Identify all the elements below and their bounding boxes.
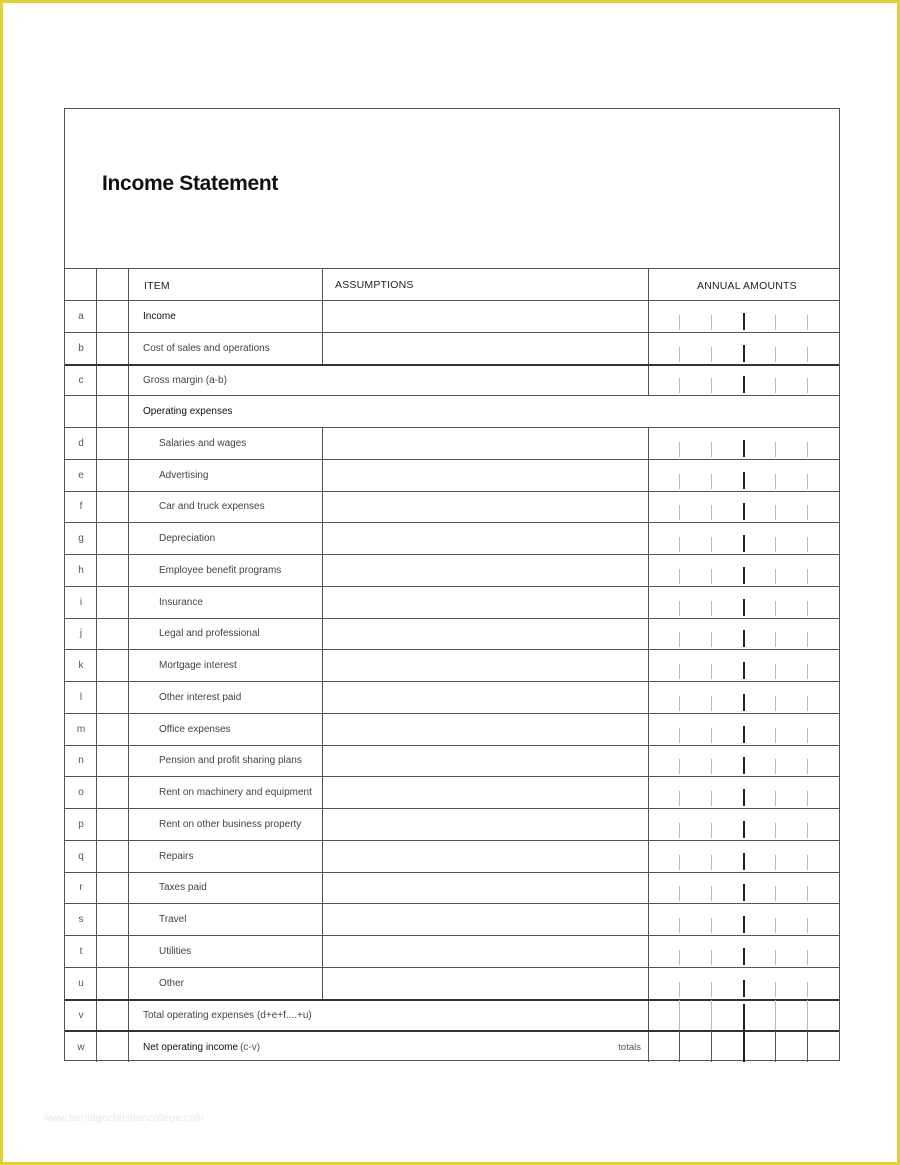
row-label (159, 587, 203, 618)
watermark: www.heritagechristiancollege.com (44, 1113, 205, 1124)
row-letter: b (78, 342, 84, 354)
row-letter (65, 396, 97, 427)
annual-amount-field[interactable] (648, 650, 840, 681)
row-label-text: Operating expenses (143, 406, 233, 418)
annual-amount-field[interactable] (648, 968, 840, 999)
assumptions-field[interactable] (323, 746, 647, 777)
row-label (143, 1001, 312, 1031)
digit-divider-mark (775, 569, 776, 584)
table-row (65, 840, 839, 872)
assumptions-field[interactable] (323, 333, 647, 364)
digit-divider-mark (679, 632, 680, 647)
annual-amount-field[interactable] (648, 777, 840, 808)
digit-divider-mark (711, 982, 712, 997)
annual-amount-field[interactable] (648, 492, 840, 523)
digit-divider-mark (711, 315, 712, 330)
digit-divider-mark (711, 1000, 712, 1030)
digit-divider-mark (775, 474, 776, 489)
digit-divider-mark (807, 918, 808, 933)
annual-amount-field[interactable] (648, 460, 840, 491)
header-item: ITEM (144, 280, 170, 292)
digit-divider-mark (743, 662, 745, 679)
table-row (65, 522, 839, 554)
column-divider (128, 492, 129, 523)
row-label (159, 714, 231, 745)
digit-divider-mark (711, 537, 712, 552)
digit-divider-mark (775, 918, 776, 933)
digit-divider-mark (807, 601, 808, 616)
digit-divider-mark (807, 728, 808, 743)
column-divider (128, 555, 129, 586)
row-label-text: Office expenses (159, 723, 231, 735)
table-row (65, 713, 839, 745)
digit-divider-mark (775, 982, 776, 997)
digit-divider-mark (775, 1031, 776, 1062)
digit-divider-mark (775, 855, 776, 870)
digit-divider-mark (743, 345, 745, 362)
digit-divider-mark (743, 694, 745, 711)
annual-amount-field[interactable] (648, 809, 840, 840)
table-row (65, 395, 839, 427)
digit-divider-mark (743, 567, 745, 584)
digit-divider-mark (679, 378, 680, 393)
digit-divider-mark (807, 759, 808, 774)
digit-divider-mark (679, 759, 680, 774)
row-label (159, 682, 241, 713)
column-divider (128, 333, 129, 364)
column-divider (128, 873, 129, 904)
row-letter: g (78, 533, 84, 545)
row-letter: h (78, 564, 84, 576)
row-label-text: Total operating expenses (d+e+f....+u) (143, 1009, 312, 1021)
digit-divider-mark (807, 378, 808, 393)
row-label-text: Rent on machinery and equipment (159, 787, 312, 799)
digit-divider-mark (679, 918, 680, 933)
totals-label: totals (618, 1041, 641, 1053)
digit-divider-mark (807, 537, 808, 552)
digit-divider-mark (679, 728, 680, 743)
column-divider (128, 269, 129, 300)
row-label-text: Advertising (159, 469, 209, 481)
column-divider (128, 650, 129, 681)
annual-amount-field[interactable] (648, 873, 840, 904)
digit-divider-mark (775, 791, 776, 806)
row-label-text: Income (143, 310, 176, 322)
table-row (65, 745, 839, 777)
annual-amount-field[interactable] (648, 523, 840, 554)
row-letter: p (78, 818, 84, 830)
digit-divider-mark (711, 791, 712, 806)
digit-divider-mark (807, 791, 808, 806)
row-label (159, 555, 281, 586)
digit-divider-mark (743, 757, 745, 774)
assumptions-field[interactable] (323, 587, 647, 618)
row-letter: j (79, 628, 83, 640)
assumptions-field[interactable] (323, 777, 647, 808)
row-letter: w (77, 1041, 85, 1053)
digit-divider-mark (775, 886, 776, 901)
row-label-text: Net operating income (143, 1041, 239, 1053)
annual-amount-field[interactable] (648, 587, 840, 618)
digit-divider-mark (807, 347, 808, 362)
digit-divider-mark (711, 632, 712, 647)
row-letter: f (79, 501, 83, 513)
digit-divider-mark (711, 950, 712, 965)
row-letter: n (78, 755, 84, 767)
digit-divider-mark (775, 759, 776, 774)
column-divider (128, 904, 129, 935)
row-letter: t (79, 945, 83, 957)
assumptions-field[interactable] (323, 650, 647, 681)
digit-divider-mark (775, 950, 776, 965)
row-letter: q (78, 850, 84, 862)
digit-divider-mark (743, 980, 745, 997)
row-label-text: Pension and profit sharing plans (159, 755, 302, 767)
row-label (159, 650, 237, 681)
assumptions-field[interactable] (323, 968, 647, 999)
digit-divider-mark (711, 855, 712, 870)
table-row (65, 1030, 839, 1062)
digit-divider-mark (711, 759, 712, 774)
annual-amount-field[interactable] (648, 904, 840, 935)
digit-divider-mark (743, 853, 745, 870)
assumptions-field[interactable] (323, 460, 647, 491)
row-label-text: Employee benefit programs (159, 564, 282, 576)
digit-divider-mark (775, 823, 776, 838)
digit-divider-mark (711, 347, 712, 362)
table-row (65, 681, 839, 713)
column-divider (128, 841, 129, 872)
row-label (159, 809, 301, 840)
digit-divider-mark (711, 474, 712, 489)
table-row (65, 332, 839, 364)
digit-divider-mark (743, 1004, 745, 1030)
column-divider (128, 1001, 129, 1031)
row-label-text: Taxes paid (159, 882, 207, 894)
assumptions-field[interactable] (323, 714, 647, 745)
assumptions-field[interactable] (323, 682, 647, 713)
digit-divider-mark (743, 535, 745, 552)
digit-divider-mark (679, 696, 680, 711)
row-label (159, 777, 312, 808)
row-label (143, 301, 176, 332)
digit-divider-mark (775, 1000, 776, 1030)
row-label-text: Utilities (159, 945, 192, 957)
digit-divider-mark (679, 442, 680, 457)
digit-divider-mark (807, 886, 808, 901)
table-row (65, 872, 839, 904)
digit-divider-mark (679, 569, 680, 584)
column-divider (128, 809, 129, 840)
digit-divider-mark (807, 664, 808, 679)
digit-divider-mark (807, 569, 808, 584)
table-row (65, 618, 839, 650)
digit-divider-mark (743, 948, 745, 965)
table-row (65, 935, 839, 967)
row-label-text: Other (159, 977, 185, 989)
digit-divider-mark (775, 315, 776, 330)
row-label (159, 841, 193, 872)
column-divider (128, 587, 129, 618)
column-divider (128, 968, 129, 999)
digit-divider-mark (679, 982, 680, 997)
row-label-text: Salaries and wages (159, 437, 247, 449)
row-label-text: Travel (159, 914, 187, 926)
row-letter: l (79, 691, 83, 703)
digit-divider-mark (711, 442, 712, 457)
digit-divider-mark (711, 1031, 712, 1062)
annual-amount-field[interactable] (648, 428, 840, 459)
row-letter: u (78, 977, 84, 989)
column-divider (128, 777, 129, 808)
column-divider (322, 269, 323, 300)
row-label (143, 333, 270, 364)
annual-amount-field[interactable] (648, 936, 840, 967)
digit-divider-mark (711, 601, 712, 616)
column-divider (128, 936, 129, 967)
column-divider (128, 366, 129, 396)
page-title: Income Statement (102, 172, 279, 195)
assumptions-field[interactable] (323, 619, 647, 650)
table-row (65, 554, 839, 586)
annual-amount-field[interactable] (648, 841, 840, 872)
digit-divider-mark (679, 315, 680, 330)
digit-divider-mark (775, 347, 776, 362)
digit-divider-mark (679, 1000, 680, 1030)
table-row (65, 300, 839, 332)
row-letter: m (76, 723, 86, 735)
digit-divider-mark (711, 505, 712, 520)
digit-divider-mark (679, 950, 680, 965)
column-divider (128, 428, 129, 459)
assumptions-field[interactable] (323, 428, 647, 459)
digit-divider-mark (679, 474, 680, 489)
digit-divider-mark (775, 728, 776, 743)
annual-amount-field[interactable] (648, 1001, 840, 1031)
digit-divider-mark (743, 726, 745, 743)
income-statement-form (64, 108, 840, 1061)
digit-divider-mark (711, 664, 712, 679)
digit-divider-mark (711, 886, 712, 901)
digit-divider-mark (679, 505, 680, 520)
digit-divider-mark (743, 599, 745, 616)
row-letter: c (78, 374, 84, 386)
row-label (159, 904, 186, 935)
digit-divider-mark (743, 884, 745, 901)
column-divider (128, 682, 129, 713)
row-label-text: Repairs (159, 850, 194, 862)
table-row (65, 364, 839, 396)
column-divider (128, 714, 129, 745)
digit-divider-mark (807, 632, 808, 647)
annual-amount-field[interactable] (648, 714, 840, 745)
table-row (65, 999, 839, 1031)
digit-divider-mark (711, 823, 712, 838)
digit-divider-mark (679, 791, 680, 806)
row-letter: s (78, 914, 84, 926)
annual-amount-field[interactable] (648, 366, 840, 396)
digit-divider-mark (743, 630, 745, 647)
row-label-text: Depreciation (159, 533, 216, 545)
digit-divider-mark (679, 601, 680, 616)
row-letter: d (78, 437, 84, 449)
digit-divider-mark (679, 537, 680, 552)
assumptions-field[interactable] (323, 301, 647, 332)
digit-divider-mark (807, 505, 808, 520)
row-label (143, 396, 233, 427)
column-divider (128, 460, 129, 491)
row-letter: a (78, 310, 84, 322)
digit-divider-mark (679, 823, 680, 838)
assumptions-field[interactable] (323, 492, 647, 523)
row-label-text: Gross margin (a-b) (143, 374, 227, 386)
table-row (65, 903, 839, 935)
row-label (159, 428, 246, 459)
digit-divider-mark (679, 347, 680, 362)
assumptions-field[interactable] (323, 809, 647, 840)
column-divider (128, 523, 129, 554)
table-row (65, 427, 839, 459)
digit-divider-mark (743, 916, 745, 933)
digit-divider-mark (807, 1000, 808, 1030)
column-divider (128, 1032, 129, 1062)
column-divider (128, 746, 129, 777)
row-label (143, 366, 227, 396)
digit-divider-mark (679, 855, 680, 870)
table-row (65, 491, 839, 523)
annual-amount-field[interactable] (648, 333, 840, 364)
row-label (159, 746, 302, 777)
column-divider (128, 301, 129, 332)
digit-divider-mark (743, 1031, 745, 1062)
digit-divider-mark (743, 503, 745, 520)
annual-amount-field[interactable] (648, 555, 840, 586)
digit-divider-mark (711, 569, 712, 584)
digit-divider-mark (807, 474, 808, 489)
row-label (159, 936, 191, 967)
assumptions-field[interactable] (323, 523, 647, 554)
assumptions-field[interactable] (323, 873, 647, 904)
annual-amount-field[interactable] (648, 619, 840, 650)
digit-divider-mark (807, 696, 808, 711)
digit-divider-mark (807, 1031, 808, 1062)
digit-divider-mark (743, 821, 745, 838)
digit-divider-mark (807, 855, 808, 870)
assumptions-field[interactable] (323, 936, 647, 967)
digit-divider-mark (775, 442, 776, 457)
table-row (65, 459, 839, 491)
row-label-text: Rent on other business property (159, 818, 302, 830)
annual-amount-field[interactable] (648, 682, 840, 713)
row-label (159, 873, 207, 904)
assumptions-field[interactable] (323, 841, 647, 872)
row-label-suffix: (c-v) (240, 1041, 261, 1053)
digit-divider-mark (807, 823, 808, 838)
digit-divider-mark (775, 632, 776, 647)
digit-divider-mark (743, 313, 745, 330)
row-label (159, 523, 215, 554)
header-assumptions: ASSUMPTIONS (335, 279, 414, 291)
digit-divider-mark (775, 537, 776, 552)
row-label (159, 460, 208, 491)
digit-divider-mark (743, 376, 745, 393)
annual-amount-field[interactable] (648, 746, 840, 777)
row-letter: v (78, 1009, 84, 1021)
digit-divider-mark (807, 982, 808, 997)
column-divider (128, 619, 129, 650)
row-letter: k (78, 660, 84, 672)
digit-divider-mark (711, 918, 712, 933)
digit-divider-mark (711, 378, 712, 393)
digit-divider-mark (775, 378, 776, 393)
digit-divider-mark (711, 696, 712, 711)
digit-divider-mark (743, 472, 745, 489)
table-row (65, 967, 839, 999)
table-row (65, 586, 839, 618)
table-row (65, 649, 839, 681)
column-divider (648, 269, 649, 300)
table-header-row (65, 268, 839, 300)
row-label-text: Other interest paid (159, 691, 242, 703)
row-label (143, 1032, 260, 1062)
row-letter: e (78, 469, 84, 481)
assumptions-field[interactable] (323, 904, 647, 935)
digit-divider-mark (711, 728, 712, 743)
row-label-text: Cost of sales and operations (143, 342, 270, 354)
row-label-text: Legal and professional (159, 628, 260, 640)
row-label (159, 492, 265, 523)
digit-divider-mark (807, 442, 808, 457)
digit-divider-mark (775, 696, 776, 711)
row-label-text: Car and truck expenses (159, 501, 265, 513)
header-annual-amounts: ANNUAL AMOUNTS (697, 280, 797, 292)
table-row (65, 808, 839, 840)
column-divider (128, 396, 129, 427)
digit-divider-mark (775, 505, 776, 520)
row-letter: o (78, 787, 84, 799)
row-label (159, 968, 184, 999)
digit-divider-mark (679, 1031, 680, 1062)
row-label-text: Mortgage interest (159, 660, 237, 672)
row-letter: i (79, 596, 83, 608)
row-label-text: Insurance (159, 596, 203, 608)
digit-divider-mark (775, 601, 776, 616)
column-divider (96, 269, 97, 300)
digit-divider-mark (775, 664, 776, 679)
digit-divider-mark (679, 664, 680, 679)
digit-divider-mark (743, 440, 745, 457)
digit-divider-mark (807, 950, 808, 965)
table-row (65, 776, 839, 808)
digit-divider-mark (743, 789, 745, 806)
row-letter: r (79, 882, 83, 894)
digit-divider-mark (679, 886, 680, 901)
annual-amount-field[interactable] (648, 1032, 840, 1062)
annual-amount-field[interactable] (648, 301, 840, 332)
assumptions-field[interactable] (323, 555, 647, 586)
digit-divider-mark (807, 315, 808, 330)
row-label (159, 619, 260, 650)
